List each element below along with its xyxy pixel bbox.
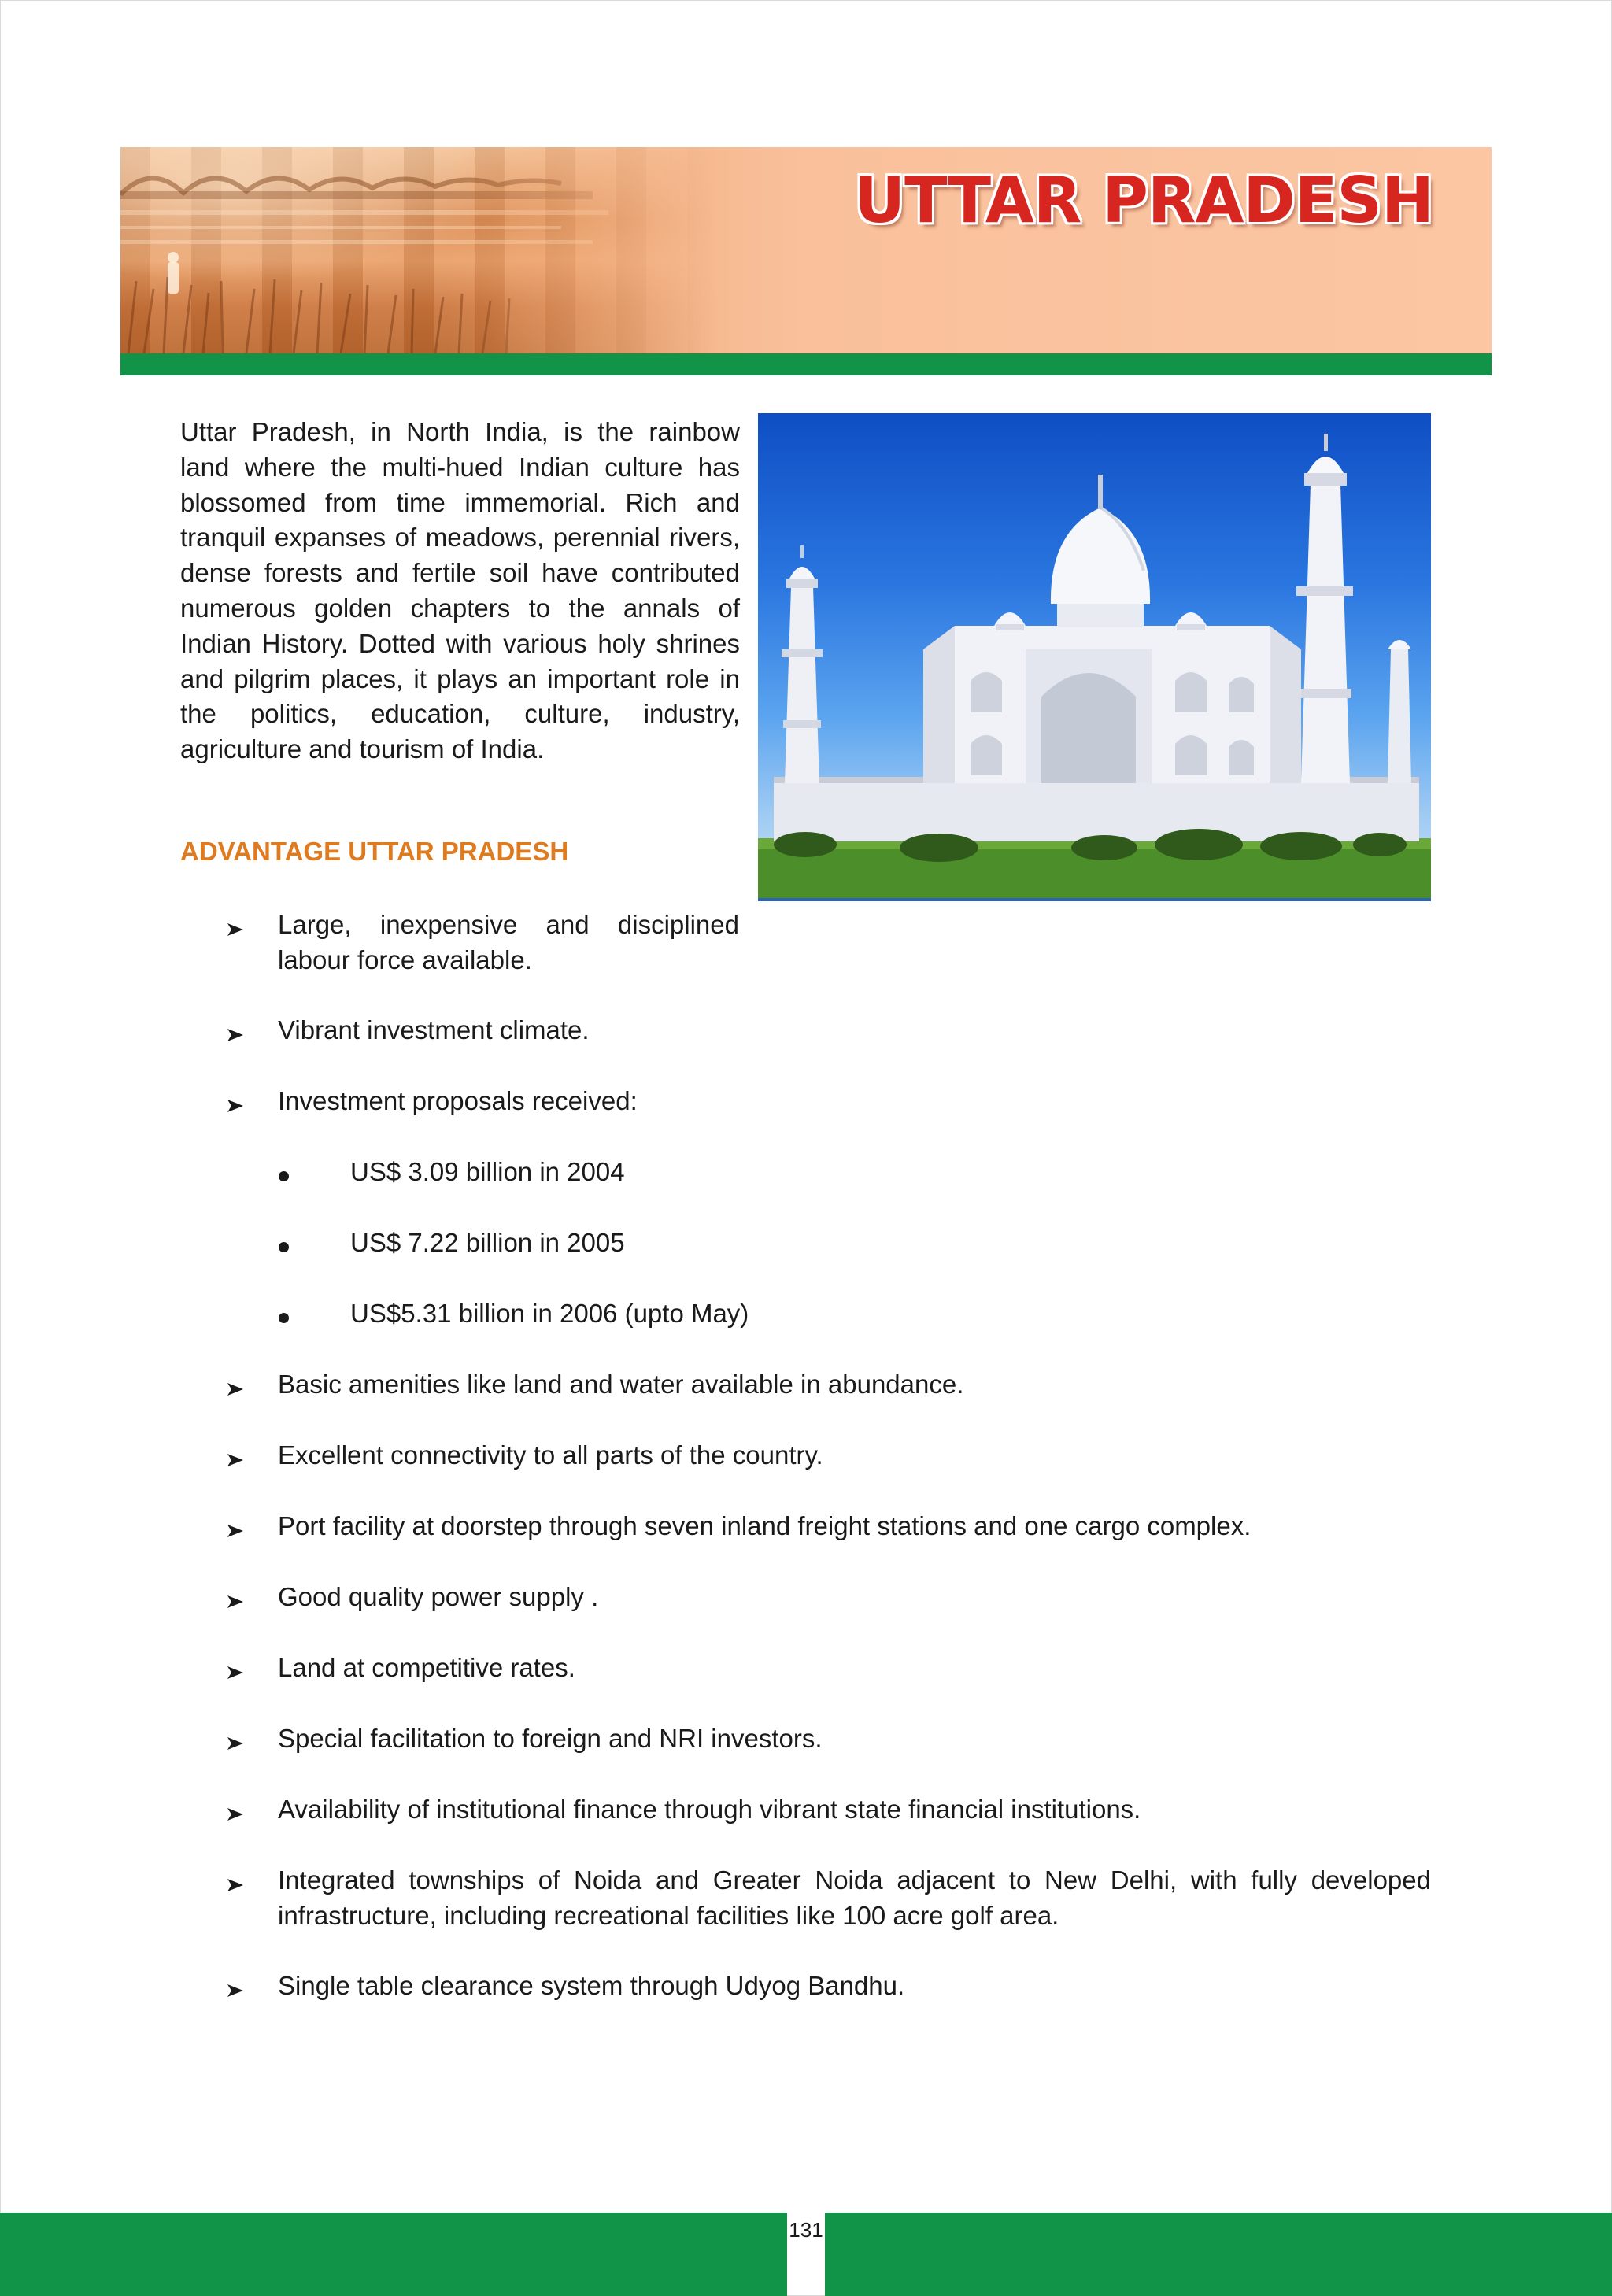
page-title: UTTAR PRADESH xyxy=(854,164,1433,237)
list-item: US$5.31 billion in 2006 (upto May) xyxy=(350,1299,749,1328)
arrow-bullet-icon xyxy=(226,1736,245,1751)
arrow-bullet-icon xyxy=(226,1382,245,1396)
list-item: Investment proposals received: xyxy=(278,1086,638,1115)
list-item: Integrated townships of Noida and Greater Noida adjacent to New Delhi, with fully developed infrastructure, including recreational facilities like 100 acre golf area. xyxy=(278,1865,1431,1930)
arrow-bullet-icon xyxy=(226,1028,245,1042)
list-item: Good quality power supply . xyxy=(278,1582,599,1611)
arrow-bullet-icon xyxy=(226,1453,245,1467)
header-green-stripe xyxy=(120,353,1492,375)
arrow-bullet-icon xyxy=(226,1807,245,1821)
arrow-bullet-icon xyxy=(226,1878,245,1892)
dot-bullet-icon xyxy=(279,1171,289,1181)
taj-mahal-photo xyxy=(758,413,1431,901)
footer-green-bar-right xyxy=(825,2213,1612,2296)
list-item: Special facilitation to foreign and NRI investors. xyxy=(278,1724,823,1753)
arrow-bullet-icon xyxy=(226,922,245,937)
footer-green-bar-left xyxy=(0,2213,787,2296)
arrow-bullet-icon xyxy=(226,1595,245,1609)
list-item: US$ 7.22 billion in 2005 xyxy=(350,1228,625,1257)
list-item: Basic amenities like land and water available in abundance. xyxy=(278,1370,964,1399)
banner-photo-art xyxy=(120,147,719,353)
list-item: Land at competitive rates. xyxy=(278,1653,575,1682)
list-item: US$ 3.09 billion in 2004 xyxy=(350,1157,625,1186)
list-item: Vibrant investment climate. xyxy=(278,1015,590,1044)
arrow-bullet-icon xyxy=(226,1524,245,1538)
list-item: Excellent connectivity to all parts of the country. xyxy=(278,1440,823,1470)
list-item: Large, inexpensive and disciplined labour force available. xyxy=(278,910,739,974)
arrow-bullet-icon xyxy=(226,1099,245,1113)
banner-photo xyxy=(120,147,719,353)
list-item: Port facility at doorstep through seven inland freight stations and one cargo complex. xyxy=(278,1511,1252,1540)
list-item: Single table clearance system through Udyog Bandhu. xyxy=(278,1971,905,2000)
dot-bullet-icon xyxy=(279,1242,289,1252)
arrow-bullet-icon xyxy=(226,1666,245,1680)
arrow-bullet-icon xyxy=(226,1984,245,1998)
intro-paragraph: Uttar Pradesh, in North India, is the rainbow land where the multi-hued Indian culture has blossomed from time immemorial. Rich and tranquil expanses of meadows, perennial rivers, dense forests and fertile soil have contributed numerous golden chapters to the annals of Indian History. Dotted with various holy shrines and pilgrim places, it plays an important role in the politics, education, culture, industry, agriculture and tourism of India. xyxy=(180,417,740,764)
page-number: 131 xyxy=(789,2218,823,2242)
dot-bullet-icon xyxy=(279,1313,289,1323)
list-item: Availability of institutional finance through vibrant state financial institutions. xyxy=(278,1795,1141,1824)
header-banner xyxy=(120,147,1492,353)
advantage-heading: ADVANTAGE UTTAR PRADESH xyxy=(180,837,569,866)
taj-mahal-illustration xyxy=(758,413,1431,898)
